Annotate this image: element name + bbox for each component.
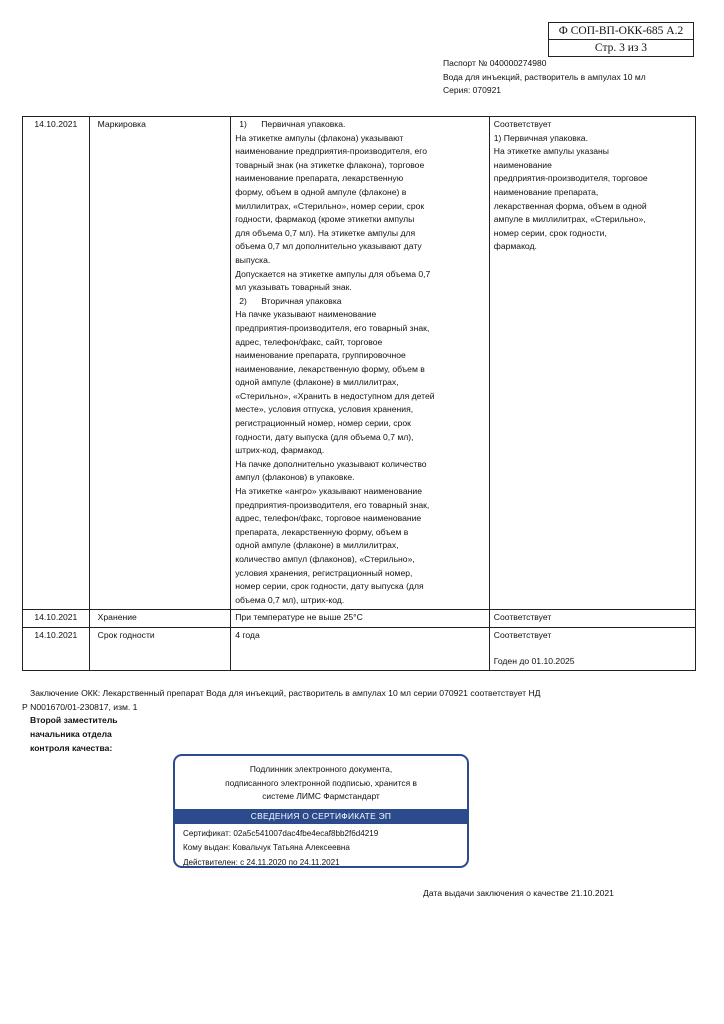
result-status: Соответствует — [493, 629, 552, 640]
result-line: лекарственная форма, объем в одной — [493, 200, 647, 211]
table-row-shelf-life — [23, 627, 696, 670]
validity-value: с 24.11.2020 по 24.11.2021 — [240, 857, 340, 867]
requirement-line: выпуска. — [235, 254, 271, 265]
table-row-labeling — [23, 117, 696, 610]
requirement-line: регистрационный номер, номер серии, срок — [235, 418, 411, 429]
requirement-line: наименование препарата, лекарственную — [235, 173, 404, 184]
signatory-title — [30, 713, 118, 755]
result-line: предприятия-производителя, торговое — [493, 173, 648, 184]
requirement-line: предприятия-производителя, его товарный знак, — [235, 499, 430, 510]
requirement-line: годности, фармакод (кроме этикетки ампулы — [235, 214, 415, 225]
passport-info — [443, 57, 646, 98]
result-line: 1) Первичная упаковка. — [493, 132, 588, 143]
requirement-line — [235, 118, 485, 132]
electronic-signature-stamp — [173, 754, 469, 868]
requirement-line: «Стерильно», «Хранить в недоступном для детей — [235, 390, 435, 401]
conclusion — [22, 686, 682, 714]
row-parameter: Срок годности — [89, 627, 231, 670]
result-line: фармакод. — [493, 241, 537, 252]
stamp-line: Подлинник электронного документа, — [249, 764, 393, 774]
signatory-line: контроля качества: — [30, 743, 113, 753]
row-result: Соответствует — [489, 610, 695, 628]
list-number: 1) — [239, 119, 247, 129]
row-parameter: Маркировка — [89, 117, 231, 610]
quality-control-table — [22, 116, 696, 671]
requirement-line: миллилитрах, «Стерильно», номер серии, срок — [235, 200, 425, 211]
form-code: Ф СОП-ВП-ОКК-685 А.2 — [549, 23, 693, 40]
requirement-line: ампул (флаконов) в упаковке. — [235, 472, 355, 483]
requirement-line: месте», условия отпуска, условия хранения, — [235, 404, 414, 415]
stamp-line: подписанного электронной подписью, хранится в — [225, 777, 417, 788]
document-code-box — [548, 22, 694, 57]
product-name: Вода для инъекций, растворитель в ампулах 10 мл — [443, 71, 646, 82]
requirement-line — [235, 295, 485, 309]
requirement-line: предприятия-производителя, его товарный знак, — [235, 322, 430, 333]
requirement-line: объема 0,7 мл дополнительно указывают дату — [235, 241, 422, 252]
requirement-line: адрес, телефон/факс, торговое наименование — [235, 513, 422, 524]
series-number: Серия: 070921 — [443, 85, 502, 95]
requirement-line: объема 0,7 мл), штрих-код. — [235, 594, 345, 605]
list-text: Вторичная упаковка — [261, 295, 342, 306]
signatory-line: Второй заместитель — [30, 715, 118, 725]
stamp-banner: СВЕДЕНИЯ О СЕРТИФИКАТЕ ЭП — [175, 809, 467, 824]
requirement-line: форму, объем в одной ампуле (флаконе) в — [235, 186, 407, 197]
requirement-line: штрих-код, фармакод. — [235, 445, 325, 456]
result-line: номер серии, срок годности, — [493, 227, 607, 238]
row-date: 14.10.2021 — [23, 610, 90, 628]
requirement-line: годности, дату выпуска (для объема 0,7 мл), — [235, 431, 414, 442]
certificate-label: Сертификат: — [183, 828, 232, 838]
row-date: 14.10.2021 — [23, 117, 90, 610]
requirement-line: номер серии, срок годности, дату выпуска (для — [235, 581, 424, 592]
requirement-line: наименование, лекарственную форму, объем в — [235, 363, 425, 374]
stamp-header — [175, 756, 467, 804]
row-requirement — [231, 117, 490, 610]
expiry-date: Годен до 01.10.2025 — [493, 655, 575, 666]
page-number: Стр. 3 из 3 — [594, 42, 648, 54]
issued-to-line — [183, 841, 467, 856]
result-line: наименование — [493, 159, 552, 170]
certificate-line — [183, 827, 467, 842]
result-line: наименование препарата, — [493, 186, 599, 197]
result-line: Соответствует — [493, 119, 552, 129]
requirement-line: наименование препарата, группировочное — [235, 350, 406, 361]
requirement-line: На пачке указывают наименование — [235, 309, 377, 320]
requirement-line: Допускается на этикетке ампулы для объема 0,7 — [235, 268, 431, 279]
issued-to-value: Ковальчук Татьяна Алексеевна — [232, 843, 350, 852]
conclusion-line-1: Заключение ОКК: Лекарственный препарат Вода для инъекций, растворитель в ампулах 10 мл серии 070921 соответствует НД — [30, 688, 541, 698]
requirement-line: На пачке дополнительно указывают количество — [235, 458, 427, 469]
stamp-line: системе ЛИМС Фармстандарт — [262, 791, 380, 801]
issue-date: Дата выдачи заключения о качестве 21.10.2021 — [423, 888, 614, 898]
validity-label: Действителен: — [183, 857, 238, 867]
signatory-line: начальника отдела — [30, 729, 112, 739]
requirement-line: одной ампуле (флаконе) в миллилитрах, — [235, 377, 399, 388]
list-text: Первичная упаковка. — [261, 119, 346, 129]
requirement-line: количество ампул (флаконов), «Стерильно», — [235, 554, 415, 564]
row-parameter: Хранение — [89, 610, 231, 628]
result-line: На этикетке ампулы указаны — [493, 146, 609, 157]
requirement-line: наименование предприятия-производителя, его — [235, 146, 428, 157]
row-result — [489, 117, 695, 610]
row-date: 14.10.2021 — [23, 627, 90, 670]
issued-to-label: Кому выдан: — [183, 843, 231, 852]
requirement-line: На этикетке «ангро» указывают наименование — [235, 486, 423, 497]
passport-number: Паспорт № 040000274980 — [443, 58, 547, 68]
requirement-line: товарный знак (на этикетке флакона), торговое — [235, 159, 425, 170]
requirement-text — [235, 118, 485, 607]
list-number: 2) — [239, 295, 247, 306]
row-requirement: 4 года — [231, 627, 490, 670]
requirement-line: препарата, лекарственную форму, объем в — [235, 526, 409, 537]
requirement-line: для объема 0,7 мл). На этикетке ампулы для — [235, 227, 416, 238]
requirement-line: мл указывать товарный знак. — [235, 282, 352, 293]
certificate-value: 02a5c541007dac4fbe4ecaf8bb2f6d4219 — [233, 828, 379, 838]
row-result — [489, 627, 695, 670]
result-text — [494, 118, 691, 254]
stamp-details — [175, 824, 467, 869]
requirement-line: условия хранения, регистрационный номер, — [235, 567, 413, 578]
validity-line — [183, 856, 467, 869]
row-requirement: При температуре не выше 25°С — [231, 610, 490, 628]
table-row-storage — [23, 610, 696, 628]
conclusion-line-2: Р N001670/01-230817, изм. 1 — [22, 702, 138, 712]
requirement-line: адрес, телефон/факс, сайт, торговое — [235, 336, 383, 347]
requirement-line: На этикетке ампулы (флакона) указывают — [235, 132, 404, 143]
requirement-line: одной ампуле (флаконе) в миллилитрах, — [235, 540, 399, 551]
result-line: ампуле в миллилитрах, «Стерильно», — [493, 214, 646, 225]
